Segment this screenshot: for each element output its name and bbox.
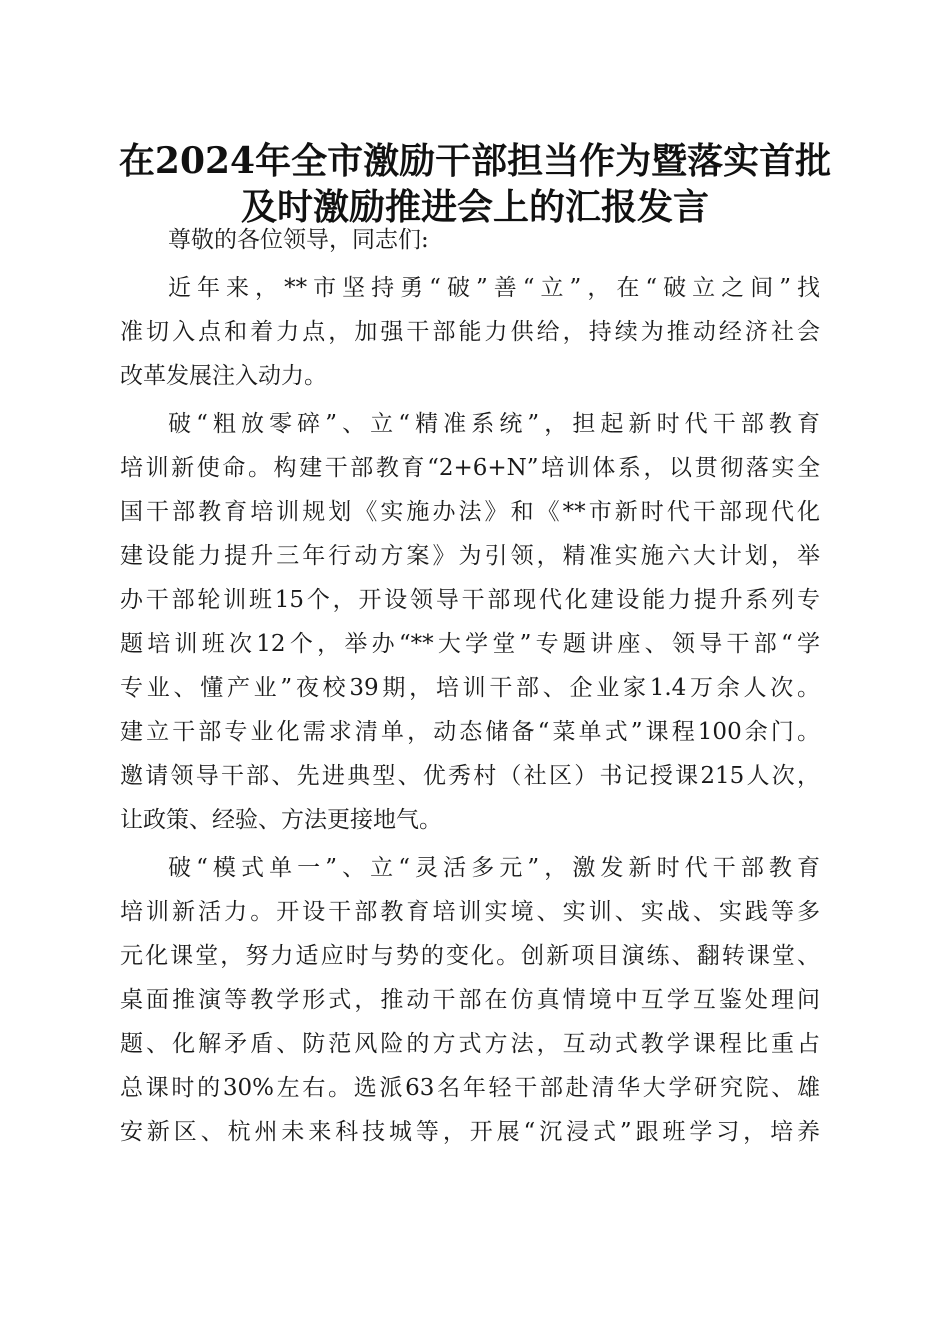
paragraph-line: 题培训班次12个，举办“**大学堂”专题讲座、领导干部“学	[120, 631, 820, 657]
paragraph-line: 建设能力提升三年行动方案》为引领，精准实施六大计划，举	[120, 543, 820, 569]
paragraph-line: 安新区、杭州未来科技城等，开展“沉浸式”跟班学习，培养	[120, 1119, 820, 1145]
paragraph-line: 办干部轮训班15个，开设领导干部现代化建设能力提升系列专	[120, 587, 820, 613]
document-title-line-1: 在2024年全市激励干部担当作为暨落实首批	[118, 140, 832, 182]
paragraph-line: 改革发展注入动力。	[120, 363, 327, 389]
paragraph-line: 培训新活力。开设干部教育培训实境、实训、实战、实践等多	[120, 899, 820, 925]
paragraph-line: 邀请领导干部、先进典型、优秀村（社区）书记授课215人次，	[120, 763, 820, 789]
paragraph-line: 建立干部专业化需求清单，动态储备“菜单式”课程100余门。	[120, 719, 820, 745]
paragraph-line: 让政策、经验、方法更接地气。	[120, 807, 442, 833]
salutation: 尊敬的各位领导，同志们:	[168, 227, 429, 253]
paragraph-line: 桌面推演等教学形式，推动干部在仿真情境中互学互鉴处理问	[120, 987, 820, 1013]
document-title-line-2: 及时激励推进会上的汇报发言	[240, 186, 709, 228]
paragraph-line: 培训新使命。构建干部教育“2+6+N”培训体系，以贯彻落实全	[120, 455, 820, 481]
paragraph-line: 破“粗放零碎”、立“精准系统”，担起新时代干部教育	[168, 411, 820, 437]
paragraph-line: 元化课堂，努力适应时与势的变化。创新项目演练、翻转课堂、	[120, 943, 820, 969]
paragraph-line: 近年来，**市坚持勇“破”善“立”，在“破立之间”找	[168, 275, 820, 301]
paragraph-line: 国干部教育培训规划《实施办法》和《**市新时代干部现代化	[120, 499, 820, 525]
paragraph-line: 准切入点和着力点，加强干部能力供给，持续为推动经济社会	[120, 319, 820, 345]
paragraph-line: 专业、懂产业”夜校39期，培训干部、企业家1.4万余人次。	[120, 675, 820, 701]
paragraph-line: 题、化解矛盾、防范风险的方式方法，互动式教学课程比重占	[120, 1031, 820, 1057]
paragraph-line: 总课时的30%左右。选派63名年轻干部赴清华大学研究院、雄	[120, 1075, 820, 1101]
paragraph-line: 破“模式单一”、立“灵活多元”，激发新时代干部教育	[168, 855, 820, 881]
